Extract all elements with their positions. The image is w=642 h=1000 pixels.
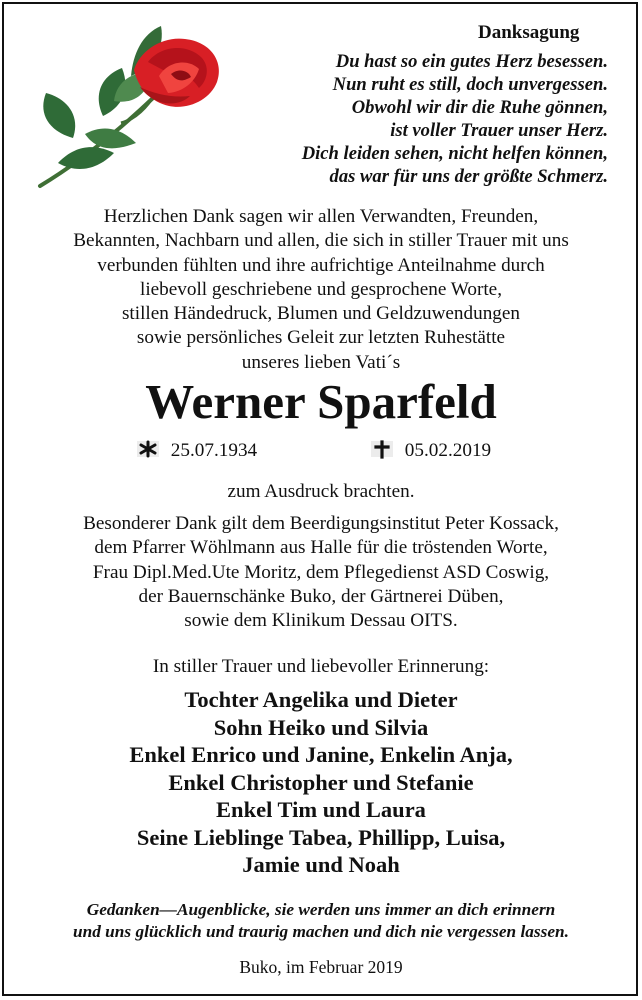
special-thanks-line: sowie dem Klinikum Dessau OITS. bbox=[184, 610, 458, 632]
closing-line: Gedanken—Augenblicke, sie werden uns immer an dich erinnern bbox=[86, 900, 556, 919]
thanks-line: sowie persönliches Geleit zur letzten Ruhestätte bbox=[136, 327, 506, 349]
birth-date-row bbox=[136, 437, 257, 465]
star-icon bbox=[136, 439, 160, 459]
special-thanks-line: der Bauernschänke Buko, der Gärtnerei Düben, bbox=[138, 585, 504, 607]
thanks-line: verbunden fühlten und ihre aufrichtige Anteilnahme durch bbox=[97, 254, 545, 276]
closing-line: und uns glücklich und traurig machen und dich nie vergessen lassen. bbox=[73, 922, 569, 941]
family-line: Enkel Enrico und Janine, Enkelin Anja, bbox=[129, 742, 513, 767]
family-list bbox=[0, 686, 642, 879]
family-line: Tochter Angelika und Dieter bbox=[184, 687, 458, 712]
family-line: Sohn Heiko und Silvia bbox=[213, 714, 429, 740]
family-line: Enkel Christopher und Stefanie bbox=[168, 769, 474, 795]
poem-line: ist voller Trauer unser Herz. bbox=[390, 120, 608, 141]
remembrance-line: In stiller Trauer und liebevoller Erinnerung: bbox=[152, 656, 490, 677]
family-line: Jamie und Noah bbox=[242, 852, 400, 877]
thanks-line: Bekannten, Nachbarn und allen, die sich in stiller Trauer mit uns bbox=[73, 230, 569, 252]
poem bbox=[188, 50, 608, 188]
place-date: Buko, im Februar 2019 bbox=[239, 957, 403, 977]
thanks-line: unseres lieben Vati´s bbox=[241, 351, 401, 373]
special-thanks-line: Frau Dipl.Med.Ute Moritz, dem Pflegedienst ASD Coswig, bbox=[92, 561, 550, 583]
poem-line: Dich leiden sehen, nicht helfen können, bbox=[301, 143, 608, 164]
closing-quote bbox=[0, 899, 642, 943]
notice-heading: Danksagung bbox=[478, 22, 580, 43]
cross-icon bbox=[370, 439, 394, 459]
special-thanks-line: dem Pfarrer Wöhlmann aus Halle für die tröstenden Worte, bbox=[94, 537, 548, 559]
thanks-line: Herzlichen Dank sagen wir allen Verwandten, Freunden, bbox=[103, 206, 539, 227]
thanks-line: stillen Händedruck, Blumen und Geldzuwendungen bbox=[121, 303, 521, 325]
poem-line: Du hast so ein gutes Herz besessen. bbox=[335, 51, 608, 72]
expression-line: zum Ausdruck brachten. bbox=[227, 481, 415, 502]
poem-line: Nun ruht es still, doch unvergessen. bbox=[332, 74, 608, 95]
birth-date: 25.07.1934 bbox=[170, 440, 258, 461]
special-thanks-line: Besonderer Dank gilt dem Beerdigungsinstitut Peter Kossack, bbox=[83, 513, 559, 534]
poem-line: Obwohl wir dir die Ruhe gönnen, bbox=[351, 97, 608, 118]
thanks-paragraph bbox=[0, 205, 642, 375]
death-date-row bbox=[370, 437, 491, 465]
special-thanks bbox=[0, 512, 642, 633]
thanks-line: liebevoll geschriebene und gesprochene Worte, bbox=[140, 278, 502, 300]
poem-line: das war für uns der größte Schmerz. bbox=[329, 166, 608, 187]
family-line: Seine Lieblinge Tabea, Phillipp, Luisa, bbox=[136, 824, 506, 850]
deceased-name: Werner Sparfeld bbox=[145, 374, 497, 429]
family-line: Enkel Tim und Laura bbox=[216, 797, 426, 822]
death-date: 05.02.2019 bbox=[404, 440, 492, 461]
